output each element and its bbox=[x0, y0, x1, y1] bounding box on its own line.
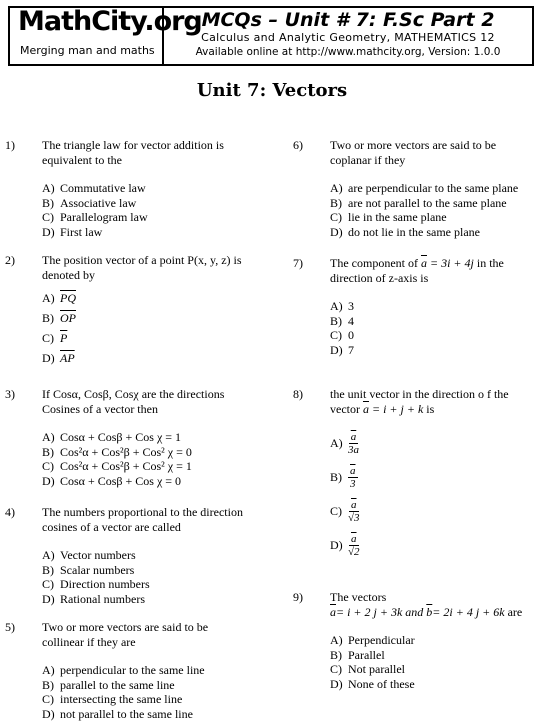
logo-title: MathCity.org bbox=[18, 6, 202, 37]
option-b: B) Associative law bbox=[42, 195, 137, 210]
unit-title: Unit 7: Vectors bbox=[196, 80, 348, 101]
question-stem-line: direction of z-axis is bbox=[330, 270, 429, 285]
question-number: 3) bbox=[5, 387, 15, 401]
question-stem-line: The position vector of a point P(x, y, z) is bbox=[42, 253, 242, 267]
question-stem-line: equivalent to the bbox=[42, 152, 122, 167]
header-subtitle: Calculus and Analytic Geometry, MATHEMATICS 12 bbox=[201, 31, 495, 44]
option-a: A) are perpendicular to the same plane bbox=[330, 181, 519, 195]
question-number: 4) bbox=[5, 505, 15, 519]
option-d: D) 7 bbox=[330, 342, 354, 357]
question-stem-line: denoted by bbox=[42, 267, 95, 282]
option-b: B) Parallel bbox=[330, 647, 385, 662]
question-stem-line: collinear if they are bbox=[42, 634, 136, 649]
question-number: 9) bbox=[293, 590, 303, 604]
option-d: D) Cosα + Cosβ + Cos χ = 0 bbox=[42, 473, 182, 488]
option-b: B) $\overline{OP}$ bbox=[42, 310, 76, 325]
option-b: B) parallel to the same line bbox=[42, 677, 175, 692]
option-d: D) $\frac{\overline{a}}{√2}$ bbox=[330, 532, 360, 558]
option-a: A) Cosα + Cosβ + Cos χ = 1 bbox=[42, 430, 182, 444]
option-c: C) 0 bbox=[330, 328, 354, 342]
vector-b-symbol: $\overline{b}$ bbox=[426, 604, 433, 619]
option-d: D) Rational numbers bbox=[42, 591, 145, 606]
mathcity-logo bbox=[10, 6, 202, 64]
question-number: 1) bbox=[5, 138, 15, 152]
option-d: D) $\overline{AP}$ bbox=[42, 350, 75, 365]
logo-tagline: Merging man and maths bbox=[20, 44, 155, 57]
option-a: A) Vector numbers bbox=[42, 548, 136, 562]
option-a: A) perpendicular to the same line bbox=[42, 663, 205, 677]
option-c: C) Direction numbers bbox=[42, 577, 150, 591]
option-c: C) Cos²α + Cos²β + Cos² χ = 1 bbox=[42, 459, 192, 473]
option-d: D) First law bbox=[42, 224, 103, 239]
option-c: C) Parallelogram law bbox=[42, 210, 148, 224]
option-b: B) Cos²α + Cos²β + Cos² χ = 0 bbox=[42, 444, 192, 459]
option-b: B) are not parallel to the same plane bbox=[330, 195, 507, 210]
question-stem-line: Two or more vectors are said to be bbox=[330, 138, 497, 152]
option-d: D) do not lie in the same plane bbox=[330, 224, 480, 239]
vector-a-symbol: $\overline{a}$ bbox=[420, 256, 427, 270]
option-d: D) None of these bbox=[330, 676, 415, 691]
option-b: B) $\frac{\overline{a}}{3}$ bbox=[330, 464, 356, 490]
question-number: 6) bbox=[293, 138, 303, 152]
option-c: C) intersecting the same line bbox=[42, 692, 183, 706]
option-c: C) $\frac{\overline{a}}{√3}$ bbox=[330, 498, 360, 524]
option-b: B) 4 bbox=[330, 313, 354, 328]
question-stem-line: Two or more vectors are said to be bbox=[42, 620, 209, 634]
question-stem-line: The triangle law for vector addition is bbox=[42, 138, 224, 152]
option-a: A) Commutative law bbox=[42, 181, 146, 195]
question-stem-line: vector $\overline{a} = i + j + k$ is bbox=[330, 401, 435, 416]
question-number: 7) bbox=[293, 256, 303, 270]
option-c: C) lie in the same plane bbox=[330, 210, 447, 224]
option-b: B) Scalar numbers bbox=[42, 562, 135, 577]
option-d: D) not parallel to the same line bbox=[42, 706, 193, 721]
question-stem-line: If Cosα, Cosβ, Cosχ are the directions bbox=[42, 387, 225, 401]
option-c: C) $\overline{P}$ bbox=[42, 330, 68, 345]
question-number: 8) bbox=[293, 387, 303, 401]
option-a: A) $\frac{\overline{a}}{3a}$ bbox=[330, 430, 359, 456]
vector-a-symbol: $\overline{a}$ bbox=[362, 401, 369, 416]
option-a: A) Perpendicular bbox=[330, 633, 415, 647]
header-availability: Available online at http://www.mathcity.org, Version: 1.0.0 bbox=[195, 46, 501, 58]
question-stem-line: The numbers proportional to the direction bbox=[42, 505, 243, 519]
header-info bbox=[164, 8, 532, 64]
question-stem-line: The vectors bbox=[330, 590, 387, 604]
question-stem-line: Cosines of a vector then bbox=[42, 401, 158, 416]
header-title: MCQs – Unit # 7: F.Sc Part 2 bbox=[201, 9, 495, 31]
question-stem-line: the unit vector in the direction o f the bbox=[330, 387, 509, 401]
option-a: A) 3 bbox=[330, 299, 354, 313]
option-c: C) Not parallel bbox=[330, 662, 405, 676]
document-header bbox=[8, 6, 534, 66]
question-stem-line: The component of $\overline{a} = 3i + 4j$ in the bbox=[330, 256, 504, 270]
option-a: A) $\overline{PQ}$ bbox=[42, 290, 76, 305]
question-stem-line: coplanar if they bbox=[330, 152, 406, 167]
question-number: 5) bbox=[5, 620, 15, 634]
vector-a-symbol: $\overline{a}$ bbox=[330, 604, 336, 619]
question-stem-line: $\overline{a}= i + 2$ j + 3k and $\overline{b}= 2i + 4$ j + 6k are bbox=[330, 604, 523, 619]
question-number: 2) bbox=[5, 253, 15, 267]
question-stem-line: cosines of a vector are called bbox=[42, 519, 181, 534]
